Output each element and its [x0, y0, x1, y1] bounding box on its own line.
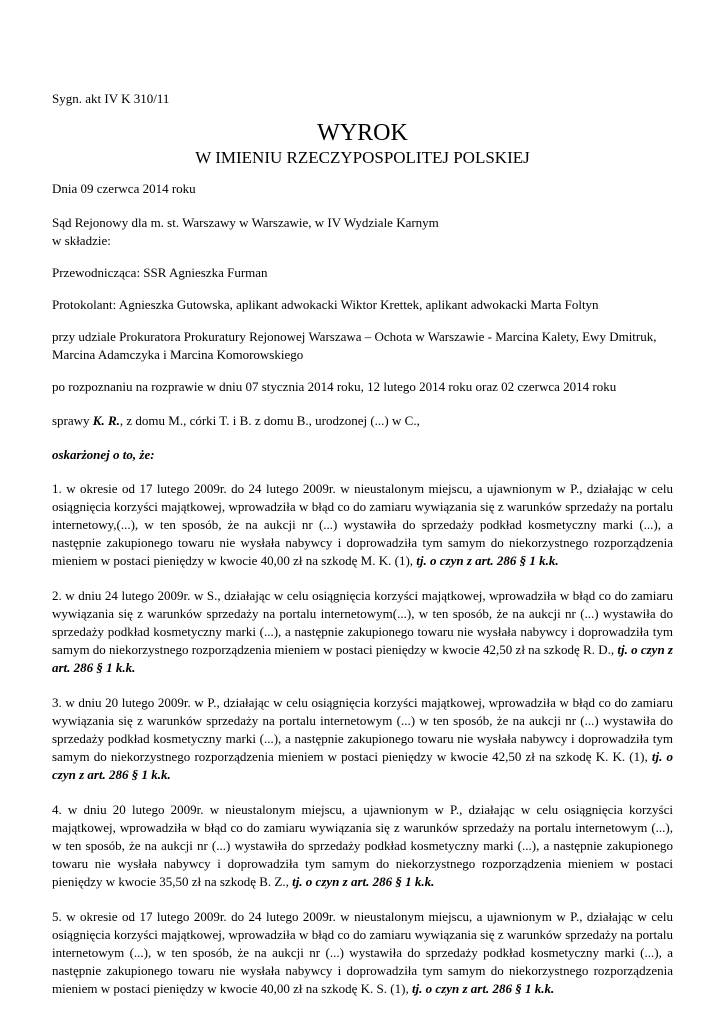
charge-qualification: tj. o czyn z art. 286 § 1 k.k. [52, 749, 673, 782]
charge-text: 3. w dniu 20 lutego 2009r. w P., działając w celu osiągnięcia korzyści majątkowej, wprowadziła w błąd co do zamiaru wywiązania się z warunków sprzedaży na portalu internetowym (...) w ten sposób, że na aukcji nr (...) wystawiła do sprzedaży podkład kosmetyczny marki (...), a następnie zakupionego towaru nie wysłała nabywcy i doprowadziła tym samym do niekorzystnego rozporządzenia mieniem w postaci pieniędzy w kwocie 42,50 zł na szkodę K. K. (1), [52, 695, 673, 764]
defendant-details: , z domu M., córki T. i B. z domu B., urodzonej (...) w C., [119, 413, 420, 428]
judgment-date: Dnia 09 czerwca 2014 roku [52, 181, 196, 196]
charge-text: 1. w okresie od 17 lutego 2009r. do 24 lutego 2009r. w nieustalonym miejscu, a ujawnionym w P., działając w celu osiągnięcia korzyści majątkowej, wprowadziła w błąd co do zamiaru wywiązania się z warunków sprzedaży na portalu internetowy,(...), w ten sposób, że na aukcji nr (...) wystawiła do sprzedaży podkład kosmetyczny marki (...), a następnie zakupionego towaru nie wysłała nabywcy i doprowadziła tym samym do niekorzystnego rozporządzenia mieniem w postaci pieniędzy w kwocie 40,00 zł na szkodę M. K. (1), [52, 481, 673, 568]
case-prefix: sprawy [52, 413, 93, 428]
charge-qualification: tj. o czyn z art. 286 § 1 k.k. [52, 642, 673, 675]
document-subtitle: W IMIENIU RZECZYPOSPOLITEJ POLSKIEJ [195, 148, 530, 167]
prosecutor-participation: przy udziale Prokuratora Prokuratury Rejonowej Warszawa – Ochota w Warszawie - Marcina Kalety, Ewy Dmitruk, Marcina Adamczyka i Marcina Komorowskiego [52, 329, 657, 362]
charge-qualification: tj. o czyn z art. 286 § 1 k.k. [416, 553, 559, 568]
charge-item [52, 801, 673, 891]
court-composition [52, 214, 673, 250]
charge-text: 5. w okresie od 17 lutego 2009r. do 24 lutego 2009r. w nieustalonym miejscu, a ujawnionym w P., działając w celu osiągnięcia korzyści majątkowej, wprowadziła w błąd co do zamiaru wywiązania się z warunków sprzedaży na portalu internetowym (...), w ten sposób, że na aukcji nr (...) wystawiła do sprzedaży podkład kosmetyczny marki (...), a następnie zakupionego towaru nie wysłała nabywcy i doprowadziła tym samym do niekorzystnego rozporządzenia mieniem w postaci pieniędzy w kwocie 40,00 zł na szkodę K. S. (1), [52, 909, 673, 996]
defendant-name: K. R. [92, 413, 120, 428]
charge-qualification: tj. o czyn z art. 286 § 1 k.k. [411, 981, 555, 996]
presiding-judge: Przewodnicząca: SSR Agnieszka Furman [52, 265, 268, 280]
composition-label: w składzie: [52, 233, 111, 248]
charge-qualification: tj. o czyn z art. 286 § 1 k.k. [292, 874, 435, 889]
accused-heading: oskarżonej o to, że: [52, 447, 155, 462]
hearing-dates: po rozpoznaniu na rozprawie w dniu 07 stycznia 2014 roku, 12 lutego 2014 roku oraz 02 czerwca 2014 roku [52, 379, 617, 394]
charge-text: 4. w dniu 20 lutego 2009r. w nieustalonym miejscu, a ujawnionym w P., działając w celu osiągnięcia korzyści majątkowej, wprowadziła w błąd co do zamiaru wywiązania się z warunków sprzedaży na portalu internetowym (...), w ten sposób, że na aukcji nr (...) wystawiła do sprzedaży podkład kosmetyczny marki (...), a następnie zakupionego towaru nie wysłała nabywcy i doprowadziła tym samym do niekorzystnego rozporządzenia mieniem w postaci pieniędzy w kwocie 35,50 zł na szkodę B. Z., [52, 802, 673, 889]
case-signature: Sygn. akt IV K 310/11 [52, 91, 170, 106]
case-parties [52, 412, 673, 430]
charge-item [52, 480, 673, 570]
charge-text: 2. w dniu 24 lutego 2009r. w S., działając w celu osiągnięcia korzyści majątkowej, wprowadziła w błąd co do zamiaru wywiązania się z warunków sprzedaży na portalu internetowym(...), w ten sposób, że na aukcji nr (...) wystawiła do sprzedaży podkład kosmetyczny marki (...), a następnie zakupionego towaru nie wysłała nabywcy i doprowadziła tym samym do niekorzystnego rozporządzenia mieniem w postaci pieniędzy w kwocie 42,50 zł na szkodę R. D., [52, 588, 673, 657]
charge-item [52, 908, 673, 998]
court-name: Sąd Rejonowy dla m. st. Warszawy w Warszawie, w IV Wydziale Karnym [52, 215, 439, 230]
document-title: WYROK [317, 120, 408, 146]
clerks: Protokolant: Agnieszka Gutowska, aplikant adwokacki Wiktor Krettek, aplikant adwokacki Marta Foltyn [52, 297, 599, 312]
charge-item [52, 694, 673, 784]
charge-item [52, 587, 673, 677]
